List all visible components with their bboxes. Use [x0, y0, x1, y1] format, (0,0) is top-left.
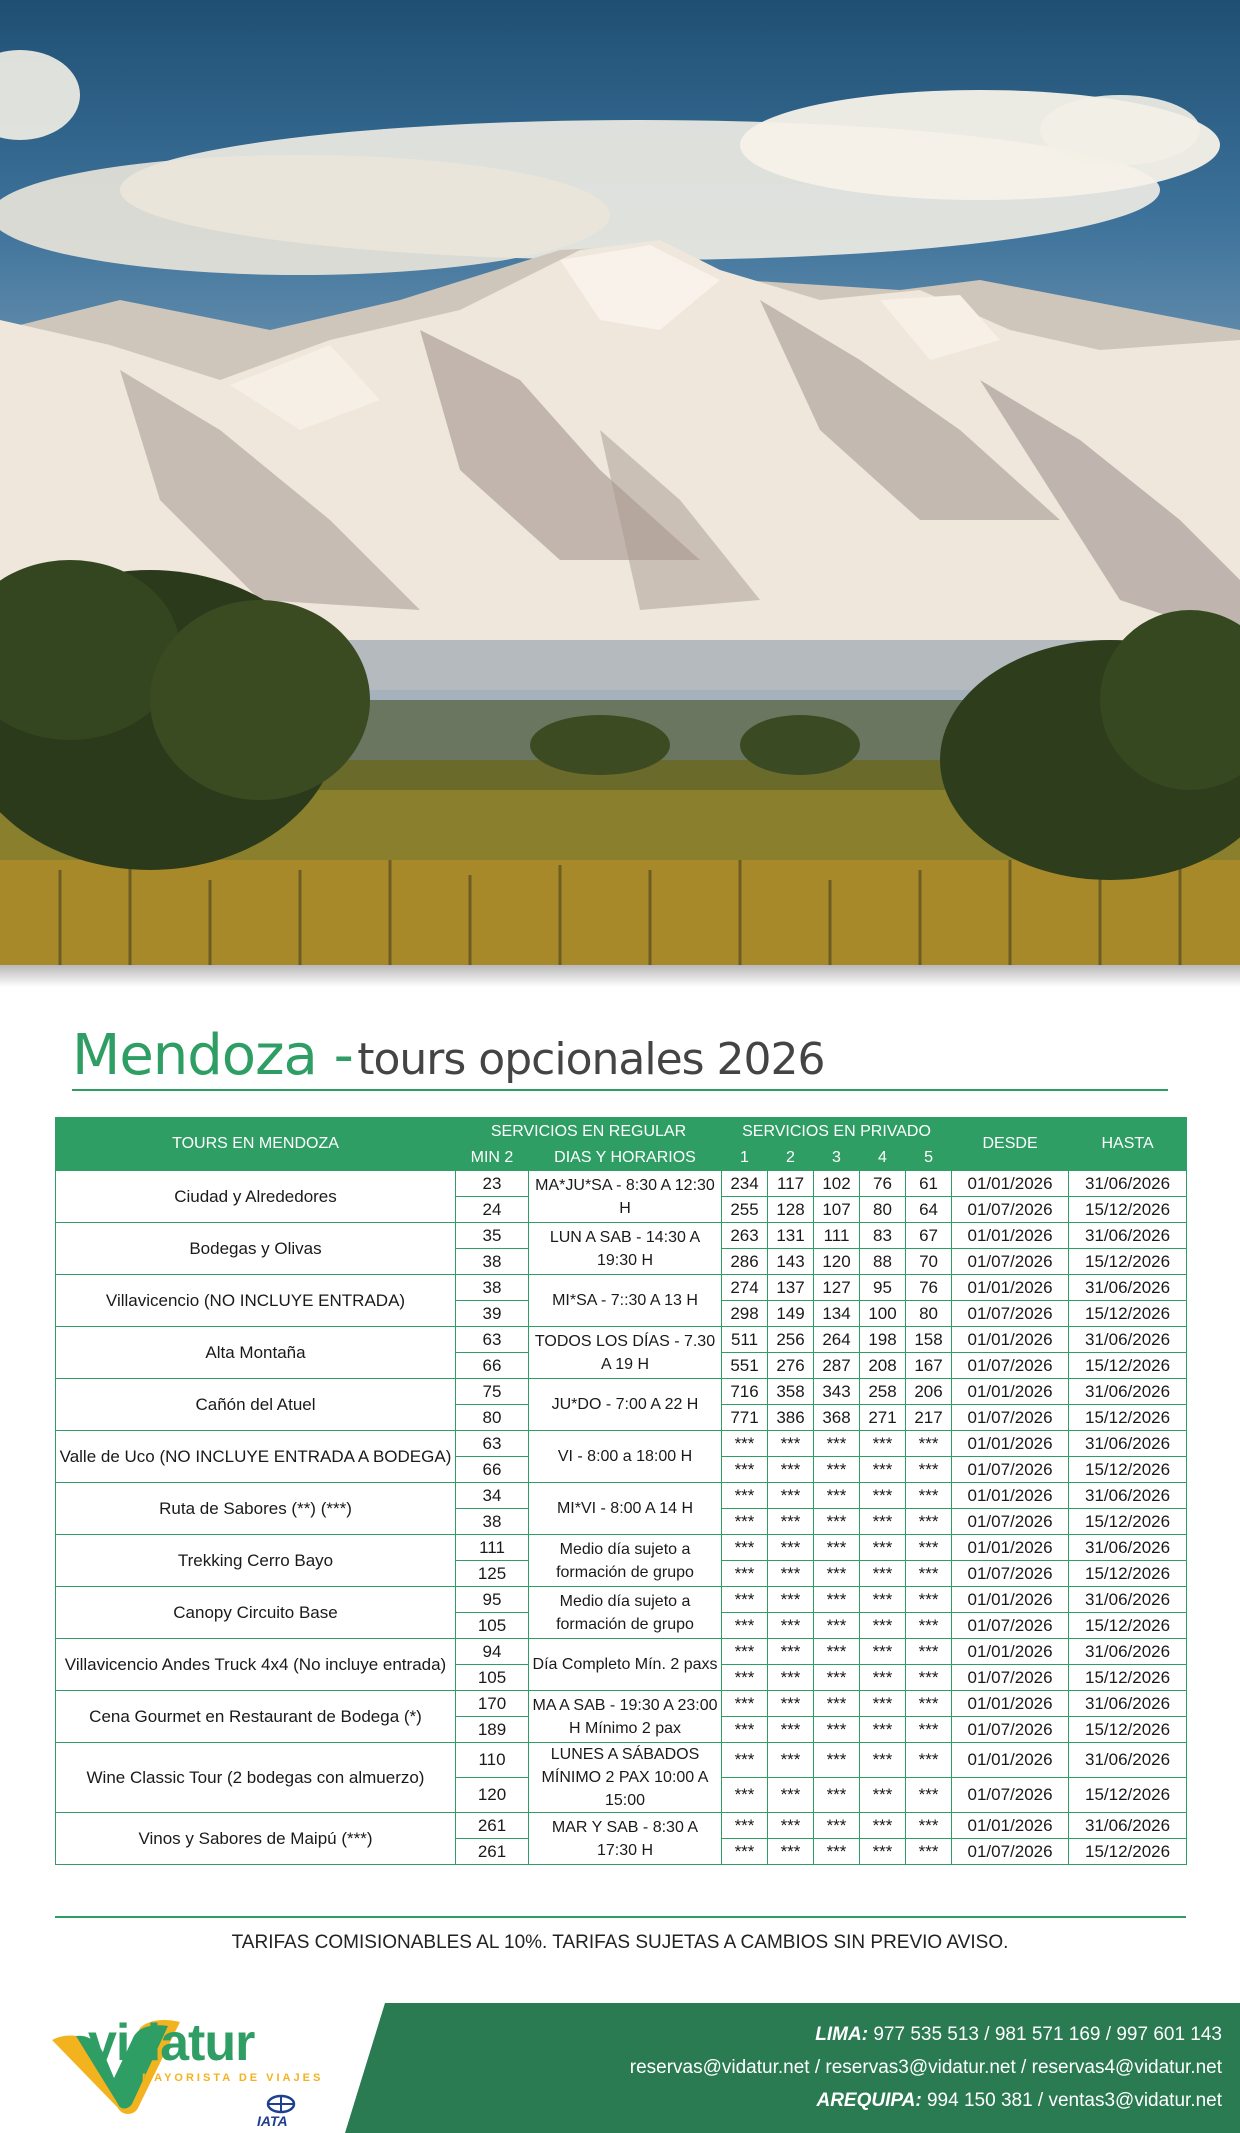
valid-from: 01/07/2026: [952, 1197, 1069, 1223]
private-price-5: ***: [906, 1587, 952, 1613]
private-price-2: ***: [768, 1717, 814, 1743]
min2-price: 94: [456, 1639, 529, 1665]
private-price-5: ***: [906, 1457, 952, 1483]
table-row: [56, 1327, 1187, 1353]
private-price-3: 264: [814, 1327, 860, 1353]
valid-from: 01/07/2026: [952, 1249, 1069, 1275]
private-price-2: ***: [768, 1483, 814, 1509]
private-price-3: 134: [814, 1301, 860, 1327]
private-price-2: ***: [768, 1665, 814, 1691]
tour-schedule: Día Completo Mín. 2 paxs: [529, 1639, 722, 1691]
private-price-3: ***: [814, 1431, 860, 1457]
min2-price: 170: [456, 1691, 529, 1717]
private-price-1: ***: [722, 1717, 768, 1743]
min2-price: 34: [456, 1483, 529, 1509]
valid-from: 01/01/2026: [952, 1691, 1069, 1717]
private-price-1: ***: [722, 1778, 768, 1813]
valid-from: 01/01/2026: [952, 1535, 1069, 1561]
logo-wordmark: vidatur: [88, 2014, 255, 2072]
private-price-5: ***: [906, 1691, 952, 1717]
private-price-3: ***: [814, 1639, 860, 1665]
private-price-5: ***: [906, 1743, 952, 1778]
min2-price: 261: [456, 1839, 529, 1865]
private-price-4: 258: [860, 1379, 906, 1405]
contact-emails[interactable]: reservas@vidatur.net / reservas3@vidatur.net / reservas4@vidatur.net: [629, 2057, 1222, 2078]
page-title: [72, 1023, 825, 1093]
tour-name: Trekking Cerro Bayo: [56, 1535, 456, 1587]
header-pax-3: 3: [814, 1146, 860, 1171]
private-price-1: 255: [722, 1197, 768, 1223]
private-price-5: 206: [906, 1379, 952, 1405]
valid-from: 01/01/2026: [952, 1275, 1069, 1301]
private-price-3: 120: [814, 1249, 860, 1275]
table-row: [56, 1535, 1187, 1561]
valid-to: 15/12/2026: [1069, 1839, 1187, 1865]
private-price-5: ***: [906, 1535, 952, 1561]
private-price-3: ***: [814, 1561, 860, 1587]
private-price-4: 271: [860, 1405, 906, 1431]
valid-to: 15/12/2026: [1069, 1778, 1187, 1813]
tour-schedule: MI*SA - 7::30 A 13 H: [529, 1275, 722, 1327]
min2-price: 110: [456, 1743, 529, 1778]
valid-to: 15/12/2026: [1069, 1197, 1187, 1223]
table-row: [56, 1743, 1187, 1778]
valid-from: 01/01/2026: [952, 1379, 1069, 1405]
valid-to: 31/06/2026: [1069, 1327, 1187, 1353]
tour-name: Ciudad y Alrededores: [56, 1171, 456, 1223]
private-price-4: ***: [860, 1535, 906, 1561]
private-price-3: 102: [814, 1171, 860, 1197]
min2-price: 75: [456, 1379, 529, 1405]
private-price-2: 256: [768, 1327, 814, 1353]
tour-name: Canopy Circuito Base: [56, 1587, 456, 1639]
tour-name: Bodegas y Olivas: [56, 1223, 456, 1275]
private-price-2: ***: [768, 1691, 814, 1717]
private-price-4: 198: [860, 1327, 906, 1353]
private-price-5: ***: [906, 1639, 952, 1665]
valid-to: 15/12/2026: [1069, 1301, 1187, 1327]
min2-price: 261: [456, 1813, 529, 1839]
landscape-illustration: [0, 0, 1240, 965]
private-price-1: 274: [722, 1275, 768, 1301]
title-underline: [72, 1089, 1168, 1091]
valid-to: 15/12/2026: [1069, 1509, 1187, 1535]
min2-price: 105: [456, 1665, 529, 1691]
private-price-3: ***: [814, 1483, 860, 1509]
contact-lima: [815, 2024, 1222, 2046]
min2-price: 125: [456, 1561, 529, 1587]
valid-from: 01/01/2026: [952, 1223, 1069, 1249]
table-row: [56, 1431, 1187, 1457]
valid-to: 31/06/2026: [1069, 1483, 1187, 1509]
private-price-2: 137: [768, 1275, 814, 1301]
private-price-2: ***: [768, 1743, 814, 1778]
valid-to: 31/06/2026: [1069, 1171, 1187, 1197]
min2-price: 80: [456, 1405, 529, 1431]
valid-to: 31/06/2026: [1069, 1743, 1187, 1778]
valid-to: 31/06/2026: [1069, 1275, 1187, 1301]
tour-name: Villavicencio Andes Truck 4x4 (No incluye entrada): [56, 1639, 456, 1691]
private-price-1: 771: [722, 1405, 768, 1431]
note-divider: [55, 1916, 1186, 1918]
private-price-1: ***: [722, 1691, 768, 1717]
private-price-3: ***: [814, 1813, 860, 1839]
private-price-5: ***: [906, 1839, 952, 1865]
private-price-1: ***: [722, 1509, 768, 1535]
valid-from: 01/07/2026: [952, 1405, 1069, 1431]
valid-from: 01/07/2026: [952, 1301, 1069, 1327]
private-price-3: 127: [814, 1275, 860, 1301]
table-row: [56, 1813, 1187, 1839]
private-price-1: 234: [722, 1171, 768, 1197]
valid-from: 01/01/2026: [952, 1813, 1069, 1839]
logo-tagline: MAYORISTA DE VIAJES: [142, 2072, 324, 2084]
valid-from: 01/01/2026: [952, 1483, 1069, 1509]
valid-from: 01/07/2026: [952, 1561, 1069, 1587]
private-price-4: ***: [860, 1613, 906, 1639]
private-price-2: ***: [768, 1535, 814, 1561]
valid-from: 01/07/2026: [952, 1717, 1069, 1743]
valid-to: 15/12/2026: [1069, 1665, 1187, 1691]
iata-label: IATA: [257, 2113, 288, 2129]
tour-schedule: MA*JU*SA - 8:30 A 12:30 H: [529, 1171, 722, 1223]
private-price-5: ***: [906, 1778, 952, 1813]
private-price-3: ***: [814, 1717, 860, 1743]
tours-price-table: [55, 1117, 1187, 1865]
private-price-2: ***: [768, 1778, 814, 1813]
private-price-5: ***: [906, 1483, 952, 1509]
valid-to: 31/06/2026: [1069, 1691, 1187, 1717]
private-price-4: ***: [860, 1717, 906, 1743]
valid-from: 01/07/2026: [952, 1353, 1069, 1379]
private-price-1: 263: [722, 1223, 768, 1249]
private-price-3: ***: [814, 1839, 860, 1865]
valid-to: 15/12/2026: [1069, 1613, 1187, 1639]
private-price-2: ***: [768, 1587, 814, 1613]
private-price-5: 158: [906, 1327, 952, 1353]
private-price-5: 61: [906, 1171, 952, 1197]
tour-name: Vinos y Sabores de Maipú (***): [56, 1813, 456, 1865]
private-price-3: 107: [814, 1197, 860, 1223]
header-pax-5: 5: [906, 1146, 952, 1171]
min2-price: 189: [456, 1717, 529, 1743]
private-price-5: 70: [906, 1249, 952, 1275]
valid-from: 01/01/2026: [952, 1327, 1069, 1353]
private-price-5: ***: [906, 1431, 952, 1457]
tour-schedule: MA A SAB - 19:30 A 23:00 H Mínimo 2 pax: [529, 1691, 722, 1743]
header-pax-1: 1: [722, 1146, 768, 1171]
private-price-4: 80: [860, 1197, 906, 1223]
valid-from: 01/01/2026: [952, 1743, 1069, 1778]
table-row: [56, 1587, 1187, 1613]
min2-price: 63: [456, 1327, 529, 1353]
min2-price: 63: [456, 1431, 529, 1457]
header-regular: SERVICIOS EN REGULAR: [456, 1118, 722, 1146]
private-price-1: ***: [722, 1813, 768, 1839]
title-subtitle: tours opcionales 2026: [357, 1034, 825, 1085]
tour-name: Wine Classic Tour (2 bodegas con almuerzo): [56, 1743, 456, 1813]
private-price-1: 286: [722, 1249, 768, 1275]
tour-schedule: VI - 8:00 a 18:00 H: [529, 1431, 722, 1483]
private-price-3: ***: [814, 1778, 860, 1813]
min2-price: 120: [456, 1778, 529, 1813]
private-price-4: 88: [860, 1249, 906, 1275]
private-price-2: 276: [768, 1353, 814, 1379]
private-price-2: ***: [768, 1839, 814, 1865]
private-price-2: ***: [768, 1613, 814, 1639]
min2-price: 38: [456, 1249, 529, 1275]
private-price-3: ***: [814, 1665, 860, 1691]
private-price-4: ***: [860, 1639, 906, 1665]
private-price-3: ***: [814, 1613, 860, 1639]
private-price-1: ***: [722, 1665, 768, 1691]
tour-schedule: MI*VI - 8:00 A 14 H: [529, 1483, 722, 1535]
private-price-3: ***: [814, 1535, 860, 1561]
private-price-5: ***: [906, 1717, 952, 1743]
private-price-2: 128: [768, 1197, 814, 1223]
min2-price: 35: [456, 1223, 529, 1249]
private-price-1: ***: [722, 1587, 768, 1613]
private-price-5: 167: [906, 1353, 952, 1379]
valid-to: 31/06/2026: [1069, 1431, 1187, 1457]
table-row: [56, 1223, 1187, 1249]
private-price-1: ***: [722, 1535, 768, 1561]
private-price-4: 76: [860, 1171, 906, 1197]
lima-phones: 977 535 513 / 981 571 169 / 997 601 143: [873, 2024, 1222, 2045]
header-private: SERVICIOS EN PRIVADO: [722, 1118, 952, 1146]
arequipa-contact[interactable]: 994 150 381 / ventas3@vidatur.net: [926, 2090, 1222, 2111]
header-desde: DESDE: [952, 1118, 1069, 1171]
min2-price: 111: [456, 1535, 529, 1561]
valid-to: 31/06/2026: [1069, 1587, 1187, 1613]
valid-from: 01/01/2026: [952, 1587, 1069, 1613]
private-price-4: 208: [860, 1353, 906, 1379]
tour-name: Cena Gourmet en Restaurant de Bodega (*): [56, 1691, 456, 1743]
private-price-4: ***: [860, 1665, 906, 1691]
valid-from: 01/01/2026: [952, 1431, 1069, 1457]
lima-label: LIMA:: [815, 2024, 869, 2045]
header-pax-2: 2: [768, 1146, 814, 1171]
tour-name: Cañón del Atuel: [56, 1379, 456, 1431]
header-hasta: HASTA: [1069, 1118, 1187, 1171]
private-price-3: 287: [814, 1353, 860, 1379]
table-row: [56, 1379, 1187, 1405]
private-price-4: ***: [860, 1691, 906, 1717]
header-dias: DIAS Y HORARIOS: [529, 1146, 722, 1171]
header-min2: MIN 2: [456, 1146, 529, 1171]
tour-schedule: TODOS LOS DÍAS - 7.30 A 19 H: [529, 1327, 722, 1379]
hero-photo: [0, 0, 1240, 965]
contact-arequipa: [816, 2090, 1222, 2112]
private-price-3: ***: [814, 1509, 860, 1535]
tour-schedule: Medio día sujeto a formación de grupo: [529, 1587, 722, 1639]
valid-to: 15/12/2026: [1069, 1457, 1187, 1483]
private-price-3: 368: [814, 1405, 860, 1431]
private-price-3: ***: [814, 1457, 860, 1483]
min2-price: 38: [456, 1275, 529, 1301]
valid-from: 01/07/2026: [952, 1613, 1069, 1639]
valid-to: 15/12/2026: [1069, 1353, 1187, 1379]
private-price-2: 358: [768, 1379, 814, 1405]
private-price-4: ***: [860, 1778, 906, 1813]
valid-from: 01/01/2026: [952, 1639, 1069, 1665]
private-price-2: 131: [768, 1223, 814, 1249]
private-price-4: ***: [860, 1587, 906, 1613]
private-price-4: ***: [860, 1813, 906, 1839]
private-price-1: ***: [722, 1457, 768, 1483]
valid-from: 01/07/2026: [952, 1665, 1069, 1691]
header-pax-4: 4: [860, 1146, 906, 1171]
valid-to: 31/06/2026: [1069, 1535, 1187, 1561]
min2-price: 105: [456, 1613, 529, 1639]
private-price-3: ***: [814, 1587, 860, 1613]
private-price-4: 83: [860, 1223, 906, 1249]
tour-name: Villavicencio (NO INCLUYE ENTRADA): [56, 1275, 456, 1327]
valid-to: 31/06/2026: [1069, 1379, 1187, 1405]
private-price-5: 217: [906, 1405, 952, 1431]
private-price-1: 551: [722, 1353, 768, 1379]
private-price-2: 149: [768, 1301, 814, 1327]
private-price-2: ***: [768, 1561, 814, 1587]
private-price-4: ***: [860, 1743, 906, 1778]
valid-to: 31/06/2026: [1069, 1223, 1187, 1249]
private-price-1: ***: [722, 1483, 768, 1509]
private-price-2: ***: [768, 1431, 814, 1457]
table-row: [56, 1691, 1187, 1717]
private-price-4: ***: [860, 1839, 906, 1865]
private-price-4: ***: [860, 1431, 906, 1457]
valid-from: 01/07/2026: [952, 1457, 1069, 1483]
table-row: [56, 1171, 1187, 1197]
private-price-3: ***: [814, 1743, 860, 1778]
valid-from: 01/07/2026: [952, 1778, 1069, 1813]
private-price-2: ***: [768, 1457, 814, 1483]
private-price-5: ***: [906, 1509, 952, 1535]
private-price-4: ***: [860, 1457, 906, 1483]
private-price-5: 67: [906, 1223, 952, 1249]
min2-price: 24: [456, 1197, 529, 1223]
private-price-5: ***: [906, 1665, 952, 1691]
private-price-1: 298: [722, 1301, 768, 1327]
private-price-5: ***: [906, 1561, 952, 1587]
hero-shadow: [0, 965, 1240, 987]
arequipa-label: AREQUIPA:: [816, 2090, 922, 2111]
private-price-1: ***: [722, 1743, 768, 1778]
private-price-2: 117: [768, 1171, 814, 1197]
private-price-3: 111: [814, 1223, 860, 1249]
private-price-5: ***: [906, 1813, 952, 1839]
private-price-5: ***: [906, 1613, 952, 1639]
private-price-4: ***: [860, 1509, 906, 1535]
valid-to: 15/12/2026: [1069, 1717, 1187, 1743]
min2-price: 66: [456, 1353, 529, 1379]
table-row: [56, 1639, 1187, 1665]
private-price-1: ***: [722, 1639, 768, 1665]
tour-schedule: JU*DO - 7:00 A 22 H: [529, 1379, 722, 1431]
header-tours: TOURS EN MENDOZA: [56, 1118, 456, 1171]
valid-to: 15/12/2026: [1069, 1561, 1187, 1587]
private-price-4: ***: [860, 1561, 906, 1587]
valid-to: 31/06/2026: [1069, 1813, 1187, 1839]
tour-name: Ruta de Sabores (**) (***): [56, 1483, 456, 1535]
valid-to: 31/06/2026: [1069, 1639, 1187, 1665]
private-price-3: 343: [814, 1379, 860, 1405]
private-price-1: ***: [722, 1431, 768, 1457]
min2-price: 66: [456, 1457, 529, 1483]
private-price-2: ***: [768, 1813, 814, 1839]
tour-schedule: MAR Y SAB - 8:30 A 17:30 H: [529, 1813, 722, 1865]
tour-schedule: LUNES A SÁBADOS MÍNIMO 2 PAX 10:00 A 15:00: [529, 1743, 722, 1813]
table-row: [56, 1275, 1187, 1301]
private-price-5: 64: [906, 1197, 952, 1223]
rates-disclaimer: TARIFAS COMISIONABLES AL 10%. TARIFAS SUJETAS A CAMBIOS SIN PREVIO AVISO.: [231, 1932, 1009, 1953]
private-price-4: 100: [860, 1301, 906, 1327]
valid-from: 01/07/2026: [952, 1839, 1069, 1865]
valid-to: 15/12/2026: [1069, 1405, 1187, 1431]
private-price-2: 143: [768, 1249, 814, 1275]
private-price-4: 95: [860, 1275, 906, 1301]
valid-to: 15/12/2026: [1069, 1249, 1187, 1275]
valid-from: 01/01/2026: [952, 1171, 1069, 1197]
tour-name: Valle de Uco (NO INCLUYE ENTRADA A BODEGA): [56, 1431, 456, 1483]
private-price-5: 76: [906, 1275, 952, 1301]
min2-price: 38: [456, 1509, 529, 1535]
private-price-4: ***: [860, 1483, 906, 1509]
table-row: [56, 1483, 1187, 1509]
private-price-5: 80: [906, 1301, 952, 1327]
private-price-2: ***: [768, 1509, 814, 1535]
private-price-1: ***: [722, 1613, 768, 1639]
private-price-2: 386: [768, 1405, 814, 1431]
private-price-2: ***: [768, 1639, 814, 1665]
tour-name: Alta Montaña: [56, 1327, 456, 1379]
private-price-1: ***: [722, 1561, 768, 1587]
tours-table-body: [56, 1171, 1187, 1865]
tour-schedule: LUN A SAB - 14:30 A 19:30 H: [529, 1223, 722, 1275]
private-price-1: ***: [722, 1839, 768, 1865]
valid-from: 01/07/2026: [952, 1509, 1069, 1535]
tour-schedule: Medio día sujeto a formación de grupo: [529, 1535, 722, 1587]
private-price-1: 716: [722, 1379, 768, 1405]
title-city: Mendoza -: [72, 1023, 353, 1088]
min2-price: 39: [456, 1301, 529, 1327]
private-price-3: ***: [814, 1691, 860, 1717]
min2-price: 23: [456, 1171, 529, 1197]
min2-price: 95: [456, 1587, 529, 1613]
private-price-1: 511: [722, 1327, 768, 1353]
